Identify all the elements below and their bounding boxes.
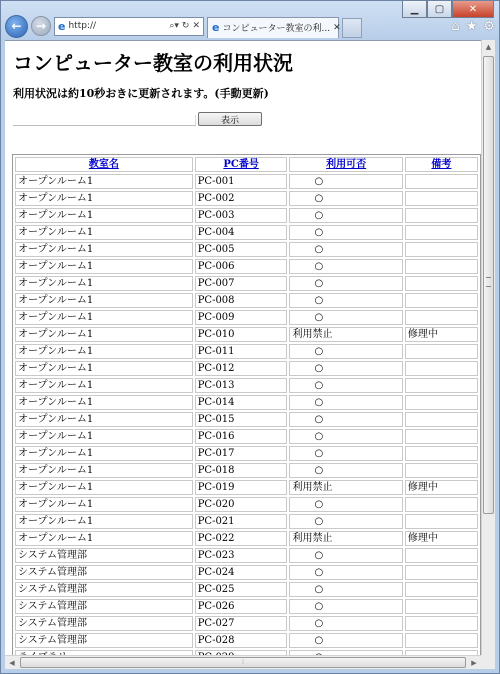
- room-cell: システム管理部: [15, 599, 193, 614]
- table-row: [15, 276, 478, 291]
- table-row: [15, 174, 478, 189]
- room-cell: オープンルーム1: [15, 514, 193, 529]
- availability-cell: ○: [289, 395, 402, 410]
- notes-cell: [405, 208, 478, 223]
- table-row: [15, 616, 478, 631]
- notes-cell: [405, 259, 478, 274]
- refresh-icon[interactable]: ↻: [181, 21, 190, 31]
- room-cell: オープンルーム1: [15, 429, 193, 444]
- room-cell: オープンルーム1: [15, 446, 193, 461]
- pc-cell: PC-012: [195, 361, 288, 376]
- notes-cell: [405, 242, 478, 257]
- room-cell: システム管理部: [15, 548, 193, 563]
- pc-cell: PC-022: [195, 531, 288, 546]
- header-room: [15, 157, 193, 172]
- notes-cell: [405, 310, 478, 325]
- header-notes: [405, 157, 478, 172]
- table-row: [15, 599, 478, 614]
- room-cell: オープンルーム1: [15, 395, 193, 410]
- notes-cell: [405, 514, 478, 529]
- pc-cell: PC-008: [195, 293, 288, 308]
- availability-cell: ○: [289, 633, 402, 648]
- availability-cell: ○: [289, 276, 402, 291]
- availability-cell: 利用禁止: [289, 327, 402, 342]
- table-row: [15, 429, 478, 444]
- table-row: [15, 565, 478, 580]
- availability-cell: ○: [289, 242, 402, 257]
- room-cell: オープンルーム1: [15, 361, 193, 376]
- availability-cell: ○: [289, 293, 402, 308]
- table-row: [15, 480, 478, 495]
- pc-cell: PC-009: [195, 310, 288, 325]
- notes-cell: [405, 633, 478, 648]
- favorites-star-icon[interactable]: ★: [465, 18, 478, 34]
- sort-availability-link[interactable]: 利用可否: [326, 159, 367, 170]
- notes-cell: [405, 344, 478, 359]
- pc-cell: PC-018: [195, 463, 288, 478]
- tab-ie-logo-icon: e: [212, 21, 220, 34]
- show-button[interactable]: 表示: [198, 112, 262, 126]
- pc-cell: PC-010: [195, 327, 288, 342]
- pc-cell: PC-028: [195, 633, 288, 648]
- room-cell: システム管理部: [15, 565, 193, 580]
- room-cell: オープンルーム1: [15, 225, 193, 240]
- update-notice: 利用状況は約10秒おきに更新されます。(手動更新): [13, 87, 269, 100]
- pc-cell: PC-007: [195, 276, 288, 291]
- room-cell: オープンルーム1: [15, 463, 193, 478]
- notes-cell: [405, 361, 478, 376]
- availability-cell: ○: [289, 378, 402, 393]
- table-row: [15, 310, 478, 325]
- availability-cell: ○: [289, 582, 402, 597]
- availability-cell: ○: [289, 191, 402, 206]
- pc-cell: PC-016: [195, 429, 288, 444]
- notes-cell: [405, 378, 478, 393]
- table-row: [15, 327, 478, 342]
- notes-cell: [405, 582, 478, 597]
- maximize-icon[interactable]: ▢: [427, 1, 452, 18]
- room-cell: オープンルーム1: [15, 497, 193, 512]
- table-row: [15, 446, 478, 461]
- notes-cell: 修理中: [405, 531, 478, 546]
- table-row: [15, 497, 478, 512]
- room-cell: オープンルーム1: [15, 378, 193, 393]
- availability-cell: ○: [289, 565, 402, 580]
- room-cell: オープンルーム1: [15, 208, 193, 223]
- pc-cell: PC-003: [195, 208, 288, 223]
- pc-cell: PC-024: [195, 565, 288, 580]
- room-cell: オープンルーム1: [15, 191, 193, 206]
- pc-cell: PC-025: [195, 582, 288, 597]
- table-row: [15, 582, 478, 597]
- pc-cell: PC-011: [195, 344, 288, 359]
- notes-cell: 修理中: [405, 480, 478, 495]
- blank-field: [13, 115, 196, 126]
- scroll-right-icon[interactable]: ▶: [471, 658, 477, 667]
- search-icon[interactable]: ⌕▾: [169, 21, 179, 31]
- notes-cell: 修理中: [405, 327, 478, 342]
- notes-cell: [405, 225, 478, 240]
- availability-cell: ○: [289, 208, 402, 223]
- availability-cell: 利用禁止: [289, 531, 402, 546]
- pc-status-table: [12, 154, 481, 668]
- availability-cell: ○: [289, 225, 402, 240]
- notes-cell: [405, 548, 478, 563]
- back-arrow-icon[interactable]: ←: [5, 15, 28, 38]
- pc-cell: PC-013: [195, 378, 288, 393]
- header-availability: [289, 157, 402, 172]
- notes-cell: [405, 174, 478, 189]
- header-pc: [195, 157, 288, 172]
- page-viewport: [5, 40, 481, 656]
- ie-logo-icon: e: [58, 19, 66, 33]
- pc-cell: PC-027: [195, 616, 288, 631]
- table-row: [15, 514, 478, 529]
- table-row: [15, 259, 478, 274]
- notes-cell: [405, 463, 478, 478]
- table-row: [15, 463, 478, 478]
- table-row: [15, 191, 478, 206]
- room-cell: オープンルーム1: [15, 310, 193, 325]
- browser-tab[interactable]: [207, 17, 339, 38]
- pc-cell: PC-026: [195, 599, 288, 614]
- availability-cell: ○: [289, 412, 402, 427]
- availability-cell: ○: [289, 514, 402, 529]
- notes-cell: [405, 599, 478, 614]
- page-title: コンピューター教室の利用状況: [13, 51, 293, 75]
- notes-cell: [405, 497, 478, 512]
- notes-cell: [405, 191, 478, 206]
- room-cell: オープンルーム1: [15, 412, 193, 427]
- stop-icon[interactable]: ✕: [192, 21, 200, 31]
- room-cell: システム管理部: [15, 582, 193, 597]
- room-cell: システム管理部: [15, 633, 193, 648]
- minimize-icon[interactable]: ▁: [402, 1, 427, 18]
- close-window-icon[interactable]: ✕: [452, 1, 494, 18]
- table-row: [15, 633, 478, 648]
- availability-cell: ○: [289, 599, 402, 614]
- room-cell: オープンルーム1: [15, 276, 193, 291]
- sort-room-link[interactable]: 教室名: [88, 159, 119, 170]
- availability-cell: ○: [289, 616, 402, 631]
- address-bar[interactable]: [54, 17, 204, 36]
- pc-cell: PC-002: [195, 191, 288, 206]
- notes-cell: [405, 429, 478, 444]
- pc-cell: PC-021: [195, 514, 288, 529]
- tab-title: コンピューター教室の利...: [222, 24, 331, 34]
- scroll-up-icon[interactable]: ▲: [485, 43, 492, 51]
- room-cell: オープンルーム1: [15, 480, 193, 495]
- availability-cell: ○: [289, 174, 402, 189]
- sort-notes-link[interactable]: 備考: [431, 159, 452, 170]
- room-cell: オープンルーム1: [15, 293, 193, 308]
- room-cell: システム管理部: [15, 616, 193, 631]
- availability-cell: ○: [289, 259, 402, 274]
- scrollbar-corner: [481, 655, 495, 669]
- notes-cell: [405, 412, 478, 427]
- vertical-scroll-thumb[interactable]: [483, 56, 494, 514]
- table-row: [15, 412, 478, 427]
- availability-cell: ○: [289, 497, 402, 512]
- new-tab-button[interactable]: [342, 18, 362, 38]
- scroll-left-icon[interactable]: ◀: [9, 658, 15, 667]
- forward-arrow-icon[interactable]: →: [31, 16, 51, 36]
- availability-cell: ○: [289, 310, 402, 325]
- notes-cell: [405, 565, 478, 580]
- home-icon[interactable]: ⌂: [451, 18, 460, 34]
- table-row: [15, 225, 478, 240]
- room-cell: オープンルーム1: [15, 327, 193, 342]
- pc-cell: PC-004: [195, 225, 288, 240]
- availability-cell: ○: [289, 463, 402, 478]
- pc-cell: PC-020: [195, 497, 288, 512]
- tab-close-icon[interactable]: ✕: [333, 22, 341, 33]
- pc-cell: PC-001: [195, 174, 288, 189]
- table-row: [15, 361, 478, 376]
- pc-cell: PC-023: [195, 548, 288, 563]
- pc-cell: PC-006: [195, 259, 288, 274]
- vertical-scrollbar[interactable]: [481, 40, 495, 655]
- pc-cell: PC-017: [195, 446, 288, 461]
- availability-cell: ○: [289, 429, 402, 444]
- notes-cell: [405, 293, 478, 308]
- horizontal-scroll-thumb[interactable]: ⦙: [20, 657, 466, 668]
- availability-cell: ○: [289, 446, 402, 461]
- table-row: [15, 378, 478, 393]
- table-row: [15, 293, 478, 308]
- table-row: [15, 395, 478, 410]
- sort-pc-link[interactable]: PC番号: [223, 159, 259, 170]
- availability-cell: ○: [289, 361, 402, 376]
- room-cell: オープンルーム1: [15, 242, 193, 257]
- availability-cell: ○: [289, 344, 402, 359]
- pc-cell: PC-014: [195, 395, 288, 410]
- command-icons: [451, 19, 495, 34]
- room-cell: オープンルーム1: [15, 259, 193, 274]
- table-row: [15, 242, 478, 257]
- notes-cell: [405, 395, 478, 410]
- navigation-bar: [5, 15, 495, 37]
- notes-cell: [405, 616, 478, 631]
- room-cell: オープンルーム1: [15, 531, 193, 546]
- pc-cell: PC-015: [195, 412, 288, 427]
- tools-gear-icon[interactable]: ⚙: [483, 18, 495, 34]
- notes-cell: [405, 446, 478, 461]
- room-cell: オープンルーム1: [15, 344, 193, 359]
- show-form: [13, 112, 263, 126]
- table-header-row: [15, 157, 478, 172]
- availability-cell: ○: [289, 548, 402, 563]
- table-row: [15, 344, 478, 359]
- notes-cell: [405, 276, 478, 291]
- availability-cell: 利用禁止: [289, 480, 402, 495]
- room-cell: オープンルーム1: [15, 174, 193, 189]
- table-row: [15, 208, 478, 223]
- horizontal-scrollbar[interactable]: [5, 655, 481, 669]
- table-row: [15, 548, 478, 563]
- pc-cell: PC-019: [195, 480, 288, 495]
- pc-cell: PC-005: [195, 242, 288, 257]
- table-row: [15, 531, 478, 546]
- address-text[interactable]: http://: [68, 21, 97, 31]
